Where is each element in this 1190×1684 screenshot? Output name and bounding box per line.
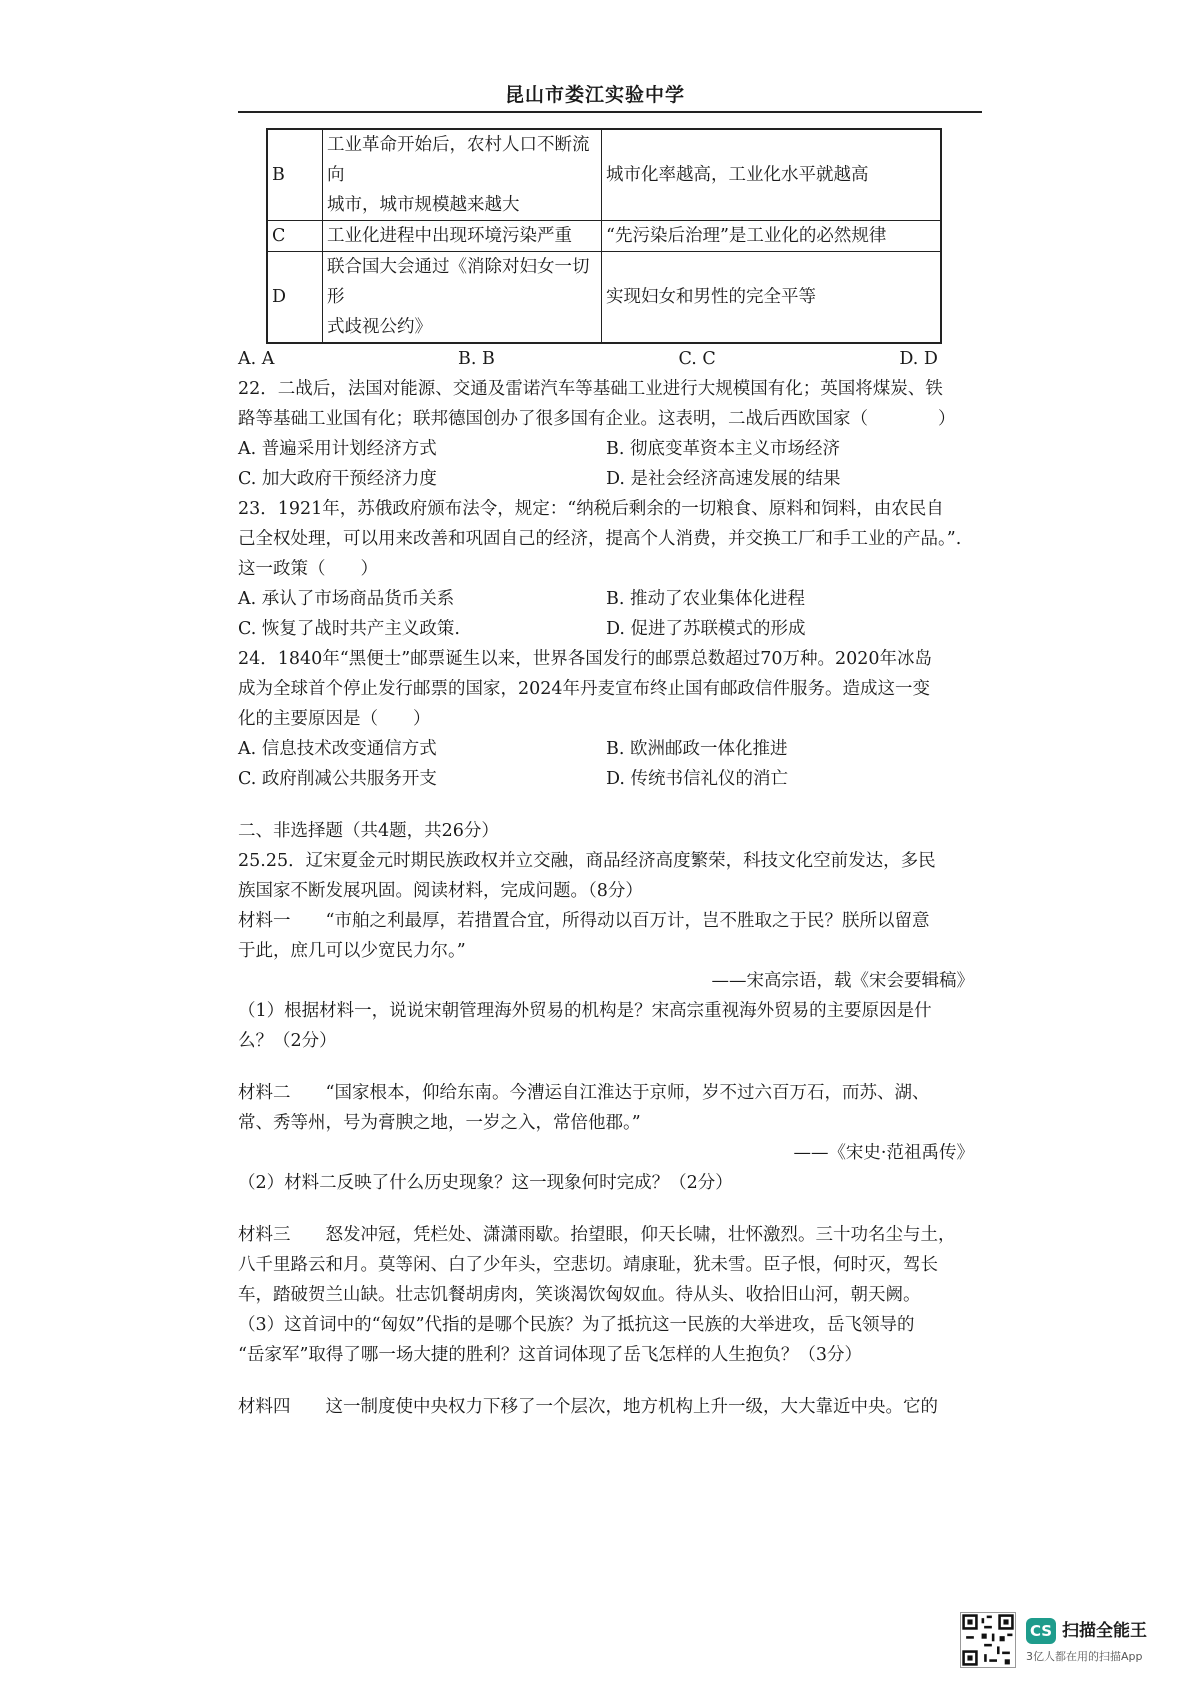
material-line: 于此，庶几可以少宽民力尔。” — [238, 941, 466, 961]
q23-options-row — [238, 584, 974, 614]
option-c: C. 政府削减公共服务开支 — [238, 769, 437, 789]
q23-stem — [238, 494, 974, 584]
spacer — [238, 794, 974, 816]
row-conclusion: 城市化率越高，工业化水平就越高 — [602, 129, 942, 221]
option-b: B. B — [458, 349, 495, 369]
qr-code-icon — [960, 1612, 1016, 1668]
material-line: 常、秀等州，号为膏腴之地，一岁之入，常倍他郡。” — [238, 1113, 641, 1133]
q25-intro — [238, 846, 974, 906]
material-line: 车，踏破贺兰山缺。壮志饥餐胡虏肉，笑谈渴饮匈奴血。待从头、收拾旧山河，朝天阙。 — [238, 1285, 921, 1305]
scanner-logo-icon: CS — [1026, 1618, 1056, 1644]
exam-content — [238, 128, 974, 1422]
option-c: C. 恢复了战时共产主义政策. — [238, 619, 460, 639]
row-key: D — [267, 252, 323, 344]
row-conclusion: 实现妇女和男性的完全平等 — [602, 252, 942, 344]
sub-question-1 — [238, 996, 974, 1056]
school-header: 昆山市娄江实验中学 — [504, 84, 685, 106]
q22-options-row — [238, 464, 974, 494]
intro-line: 25.25．辽宋夏金元时期民族政权并立交融，商品经济高度繁荣，科技文化空前发达，多民 — [238, 851, 936, 871]
table-row — [267, 129, 941, 221]
material-one — [238, 906, 974, 966]
option-d: D. 传统书信礼仪的消亡 — [606, 769, 789, 789]
stem-line: 己全权处理，可以用来改善和巩固自己的经济，提高个人消费，并交换工厂和手工业的产品。”. — [238, 529, 962, 549]
question-line: 么？（2分） — [238, 1031, 337, 1051]
premise-line: 式歧视公约》 — [327, 317, 432, 337]
table-row — [267, 252, 941, 344]
stem-line: 24．1840年“黑便士”邮票诞生以来，世界各国发行的邮票总数超过70万种。2020年冰岛 — [238, 649, 932, 669]
row-premise — [323, 252, 602, 344]
q21-options — [238, 344, 974, 374]
sub-question-3 — [238, 1310, 974, 1370]
material-line: 材料一 “市舶之利最厚，若措置合宜，所得动以百万计，岂不胜取之于民？朕所以留意 — [238, 911, 930, 931]
question-line: “岳家军”取得了哪一场大捷的胜利？这首词体现了岳飞怎样的人生抱负？（3分） — [238, 1345, 863, 1365]
material-two-source: ——《宋史·范祖禹传》 — [793, 1143, 974, 1163]
option-a: A. A — [238, 349, 275, 369]
header-rule — [238, 111, 982, 113]
stem-line: 这一政策（ ） — [238, 559, 378, 579]
premise-line: 向 — [327, 165, 345, 185]
q21-option-table — [266, 128, 942, 344]
premise-line: 城市，城市规模越来越大 — [327, 195, 520, 215]
option-a: A. 承认了市场商品货币关系 — [238, 589, 455, 609]
question-line: （1）根据材料一，说说宋朝管理海外贸易的机构是？宋高宗重视海外贸易的主要原因是什 — [238, 1001, 932, 1021]
option-b: B. 彻底变革资本主义市场经济 — [606, 439, 840, 459]
option-d: D. D — [899, 349, 938, 369]
row-key: C — [267, 221, 323, 252]
q22-options-row — [238, 434, 974, 464]
sub-question-2: （2）材料二反映了什么历史现象？这一现象何时完成？（2分） — [238, 1173, 733, 1193]
premise-line: 联合国大会通过《消除对妇女一切 — [327, 257, 590, 277]
material-one-source: ——宋高宗语，载《宋会要辑稿》 — [711, 971, 974, 991]
stem-line: 23．1921年，苏俄政府颁布法令，规定：“纳税后剩余的一切粮食、原料和饲料，由农民自 — [238, 499, 944, 519]
q23-options-row — [238, 614, 974, 644]
row-premise — [323, 129, 602, 221]
scanner-brand: 扫描全能王 — [1062, 1621, 1147, 1641]
option-d: D. 是社会经济高速发展的结果 — [606, 469, 841, 489]
material-line: 材料二 “国家根本，仰给东南。今漕运自江淮达于京师，岁不过六百万石，而苏、湖、 — [238, 1083, 930, 1103]
option-a: A. 普遍采用计划经济方式 — [238, 439, 437, 459]
question-line: （3）这首词中的“匈奴”代指的是哪个民族？为了抵抗这一民族的大举进攻，岳飞领导的 — [238, 1315, 915, 1335]
option-d: D. 促进了苏联模式的形成 — [606, 619, 806, 639]
premise-line: 工业化进程中出现环境污染严重 — [327, 226, 572, 246]
spacer — [238, 1056, 974, 1078]
material-three — [238, 1220, 974, 1310]
stem-line: 成为全球首个停止发行邮票的国家，2024年丹麦宣布终止国有邮政信件服务。造成这一变 — [238, 679, 931, 699]
material-line: 八千里路云和月。莫等闲、白了少年头，空悲切。靖康耻，犹未雪。臣子恨，何时灭，驾长 — [238, 1255, 938, 1275]
scanner-watermark — [960, 1612, 1180, 1672]
premise-line: 工业革命开始后，农村人口不断流 — [327, 135, 590, 155]
option-a: A. 信息技术改变通信方式 — [238, 739, 437, 759]
table-row — [267, 221, 941, 252]
section-title: 二、非选择题（共4题，共26分） — [238, 821, 499, 841]
stem-line: 化的主要原因是（ ） — [238, 709, 431, 729]
spacer — [238, 1198, 974, 1220]
material-two — [238, 1078, 974, 1138]
scanner-tagline: 3亿人都在用的扫描App — [1026, 1650, 1143, 1663]
material-line: 材料三 怒发冲冠，凭栏处、潇潇雨歇。抬望眼，仰天长啸，壮怀激烈。三十功名尘与土， — [238, 1225, 956, 1245]
stem-line: 22．二战后，法国对能源、交通及雷诺汽车等基础工业进行大规模国有化；英国将煤炭、铁 — [238, 379, 943, 399]
option-b: B. 推动了农业集体化进程 — [606, 589, 805, 609]
q22-stem — [238, 374, 974, 434]
option-c: C. 加大政府干预经济力度 — [238, 469, 437, 489]
q24-options-row — [238, 764, 974, 794]
stem-line: 路等基础工业国有化；联邦德国创办了很多国有企业。这表明，二战后西欧国家（ ） — [238, 409, 956, 429]
row-conclusion: “先污染后治理”是工业化的必然规律 — [602, 221, 942, 252]
intro-line: 族国家不断发展巩固。阅读材料，完成问题。（8分） — [238, 881, 643, 901]
premise-line: 形 — [327, 287, 345, 307]
row-premise — [323, 221, 602, 252]
option-c: C. C — [678, 349, 716, 369]
option-b: B. 欧洲邮政一体化推进 — [606, 739, 788, 759]
material-four: 材料四 这一制度使中央权力下移了一个层次，地方机构上升一级，大大靠近中央。它的 — [238, 1397, 938, 1417]
row-key: B — [267, 129, 323, 221]
q24-stem — [238, 644, 974, 734]
q24-options-row — [238, 734, 974, 764]
spacer — [238, 1370, 974, 1392]
